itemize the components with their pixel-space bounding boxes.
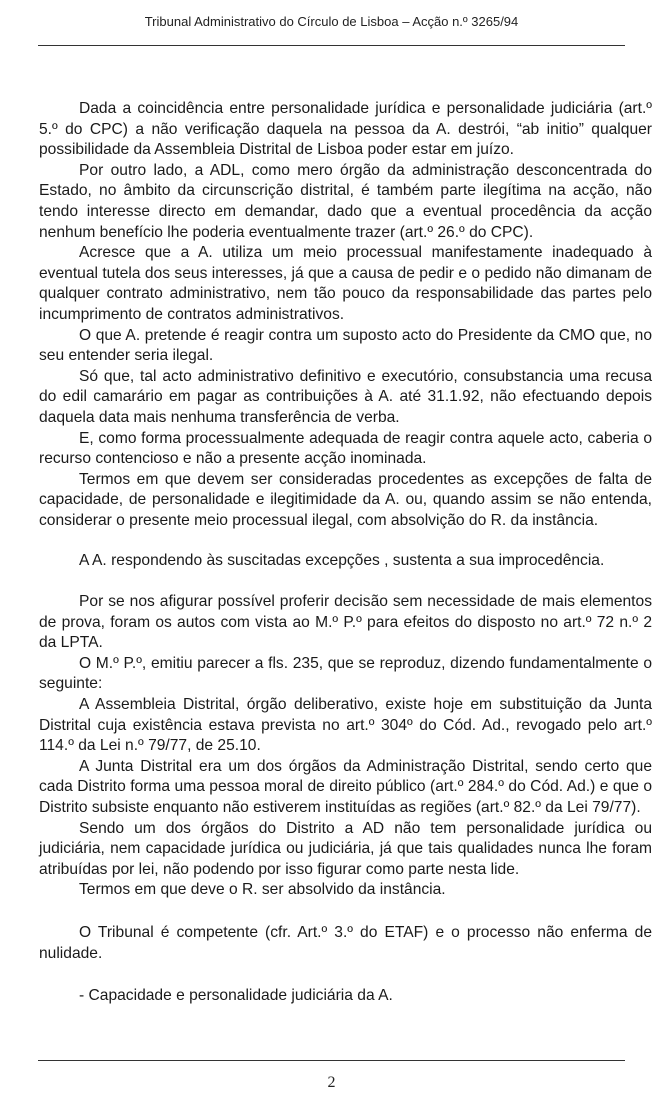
paragraph: Dada a coincidência entre personalidade jurídica e personalidade judiciária (art.º 5.º do CPC) a não verificação daquela na pessoa da A. destrói, “ab initio” qualquer possibilidade da Assembleia Distrital de Lisboa poder estar em juízo. [39,100,652,159]
header-divider [38,45,625,46]
paragraph: A Assembleia Distrital, órgão deliberativo, existe hoje em substituição da Junta Distrital cuja existência estava prevista no art.º 304º do Cód. Ad., revogado pelo art.º 114.º da Lei n.º 79/77, de 25.10. [39,696,652,755]
running-header: Tribunal Administrativo do Círculo de Lisboa – Acção n.º 3265/94 [144,14,519,29]
footer-divider [38,1060,625,1061]
paragraph: Por se nos afigurar possível proferir decisão sem necessidade de mais elementos de prova, foram os autos com vista ao M.º P.º para efeitos do disposto no art.º 72 n.º 2 da LPTA. [39,593,652,652]
paragraph: A A. respondendo às suscitadas excepções , sustenta a sua improcedência. [79,552,605,570]
body-text [39,99,652,1007]
paragraph: A Junta Distrital era um dos órgãos da Administração Distrital, sendo certo que cada Distrito forma uma pessoa moral de direito público (art.º 284.º do Cód. Ad.) e que o Distrito subsiste enquanto não estiverem instituídas as regiões (art.º 82.º da Lei 79/77). [39,757,652,816]
section-heading: - Capacidade e personalidade judiciária da A. [79,987,393,1005]
paragraph: O M.º P.º, emitiu parecer a fls. 235, que se reproduz, dizendo fundamentalmente o seguinte: [39,654,652,693]
page-number: 2 [327,1074,336,1091]
paragraph: E, como forma processualmente adequada de reagir contra aquele acto, caberia o recurso contencioso e não a presente acção inominada. [39,429,652,468]
paragraph: Acresce que a A. utiliza um meio processual manifestamente inadequado à eventual tutela dos seus interesses, já que a causa de pedir e o pedido não dimanam de qualquer contrato administrativo, nem tão pouco da responsabilidade das partes pelo incumprimento de contratos administrativos. [39,244,652,323]
paragraph: Termos em que devem ser consideradas procedentes as excepções de falta de capacidade, de personalidade e ilegitimidade da A. ou, quando assim se não entenda, considerar o presente meio processual ilegal, com absolvição do R. da instância. [39,470,652,529]
paragraph: Termos em que deve o R. ser absolvido da instância. [79,881,446,899]
paragraph: Por outro lado, a ADL, como mero órgão da administração desconcentrada do Estado, no âmbito da circunscrição distrital, é também parte ilegítima na acção, não tendo interesse directo em demandar, dado que a eventual procedência da acção nenhum benefício lhe poderia eventualmente trazer (art.º 26.º do CPC). [39,161,652,241]
paragraph: Só que, tal acto administrativo definitivo e executório, consubstancia uma recusa do edil camarário em pagar as contribuições à A. até 31.1.92, não efectuando depois daquela data mais nenhuma transferência de verba. [39,367,652,426]
paragraph: O que A. pretende é reagir contra um suposto acto do Presidente da CMO que, no seu entender seria ilegal. [39,326,652,365]
paragraph: Sendo um dos órgãos do Distrito a AD não tem personalidade jurídica ou judiciária, nem capacidade jurídica ou judiciária, já que tais qualidades nunca lhe foram atribuídas por lei, não podendo por isso figurar como parte nesta lide. [39,819,652,878]
paragraph: O Tribunal é competente (cfr. Art.º 3.º do ETAF) e o processo não enferma de nulidade. [39,923,652,962]
